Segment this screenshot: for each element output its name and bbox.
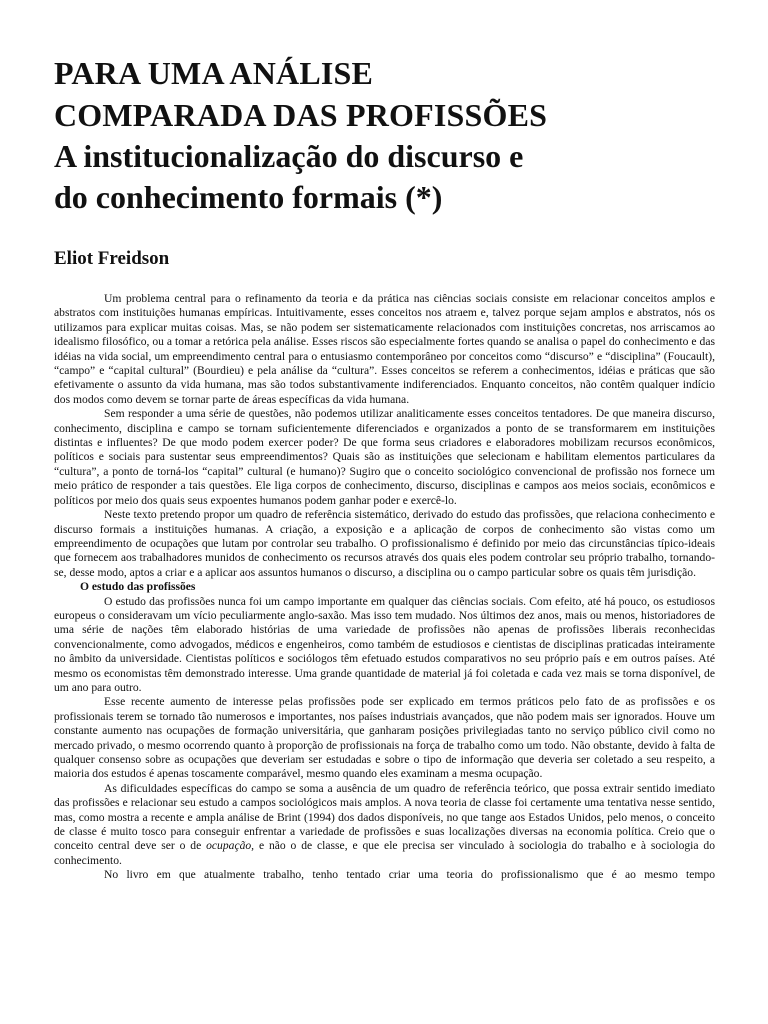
body-paragraph-3: Neste texto pretendo propor um quadro de referência sistemático, derivado do estudo das profissões, que relaciona conhecimento e discurso formais a instituições humanas. A criação, a exposição e a aplicação de corpos de conhecimento são vistas como um empreendimento de ocupações que lutam por controlar seu trabalho. O profissionalismo é definido por meio das circunstâncias típico-ideais que fornecem aos trabalhadores munidos de conhecimento os recursos através dos quais eles podem controlar seu próprio trabalho, tornando-se, desse modo, aptos a criar e a aplicar aos assuntos humanos o discurso, a disciplina ou o campo particular sobre os quais têm jurisdição.: [54, 508, 715, 579]
paragraph-6-text-end: e não o de classe, e que ele precisa ser vinculado à sociologia do trabalho e à sociologia do conhecimento.: [54, 839, 715, 867]
section-heading: O estudo das profissões: [80, 580, 196, 594]
body-paragraph-6: [54, 782, 715, 868]
emphasis-ocupacao: ocupação,: [206, 839, 255, 853]
title-line-1: PARA UMA ANÁLISE: [54, 55, 374, 91]
body-paragraph-7: No livro em que atualmente trabalho, tenho tentado criar uma teoria do profissionalismo que é ao mesmo tempo: [104, 868, 715, 882]
body-paragraph-2: Sem responder a uma série de questões, não podemos utilizar analiticamente esses conceitos tentadores. De que maneira discurso, conhecimento, disciplina e campo se tornam suficientemente diferenciados e organizados a ponto de se transformarem em instituições distintas e influentes? De que modo podem exercer poder? De que forma seus criadores e elaboradores mobilizam recursos econômicos, políticos e sociais para sustentar seus empreendimentos? Quais são as instituições que selecionam e habilitam elementos particulares da “cultura”, a ponto de torná-los “capital” cultural (e humano)? Sugiro que o conceito sociológico convencional de profissão nos fornece um meio prático de responder a tais questões. Ele liga corpos de conhecimento, discurso, disciplinas e campos aos meios sociais, econômicos e políticos por meio dos quais seus expoentes humanos podem ganhar poder e exercê-lo.: [54, 407, 715, 507]
paragraph-6-text-start: As dificuldades específicas do campo se soma a ausência de um quadro de referência teórico, que possa extrair sentido imediato das profissões e relacionar seu estudo a campos sociológicos mais amplos. A nova teoria de classe foi certamente uma tentativa nesse sentido, mas, como mostra a recente e ampla análise de Brint (1994) dos dados disponíveis, no que tange aos Estados Unidos, pelo menos, o conceito de classe é muito tosco para conseguir enfrentar a variedade de profissões e suas localizações diversas na economia política. Creio que o conceito central deve ser o de: [54, 781, 715, 853]
body-paragraph-4: O estudo das profissões nunca foi um campo importante em qualquer das ciências sociais. Com efeito, até há pouco, os estudiosos europeus o consideravam um vício peculiarmente anglo-saxão. Mas isso tem mudado. Nos últimos dez anos, mais ou menos, historiadores de uma série de nações têm elaborado histórias de uma variedade de profissões não apenas de profissões liberais reconhecidas convencionalmente, como advogados, médicos e engenheiros, como também de estudiosos e cientistas de disciplinas praticadas inteiramente no âmbito da universidade. Cientistas políticos e sociólogos têm efetuado estudos comparativos no seu próprio país e em outros países. Até mesmo os economistas têm demonstrado interesse. Uma grande quantidade de material já foi coletada e cada vez mais se torna disponível, de um ano para outro.: [54, 594, 715, 694]
subtitle-line-2: do conhecimento formais (*): [54, 179, 443, 215]
author-name: Eliot Freidson: [54, 248, 170, 269]
body-paragraph-1: Um problema central para o refinamento da teoria e da prática nas ciências sociais consiste em relacionar conceitos amplos e abstratos com instituições humanas empíricas. Intuitivamente, esses conceitos nos atraem e, talvez porque sejam amplos e abstratos, nós os utilizamos para explicar muitas coisas. Mas, se não podem ser sistematicamente relacionados com instituições concretas, nos arriscamos ao idealismo filosófico, ou a tomar a retórica pela análise. Esses riscos são especialmente fortes quando se analisa o papel do conhecimento e das idéias na vida social, um empreendimento central para o entusiasmo contemporâneo por conceitos como “discurso” e “disciplina” (Foucault), “campo” e “capital cultural” (Bourdieu) e pela análise da “cultura”. Esses conceitos se referem a conhecimentos, idéias e práticas que são efetivamente o assunto da vida humana, mas são todos substantivamente indiferenciados. Enquanto conceitos, não contêm qualquer indício dos modos como devem se tornar parte de áreas específicas da vida humana.: [54, 292, 715, 406]
body-paragraph-5: Esse recente aumento de interesse pelas profissões pode ser explicado em termos práticos pelo fato de as profissões e os profissionais terem se tornado tão numerosos e importantes, nos países industriais avançados, que não podem mais ser ignorados. Houve um constante aumento nas ocupações de formação universitária, que ganharam posições privilegiadas tanto no serviço público civil como no mercado privado, o mesmo ocorrendo quanto à proporção de profissionais na força de trabalho como um todo. Não obstante, devido à falta de qualquer consenso sobre as ocupações que deveriam ser estudadas e sobre o tipo de informação que deveria ser coletado a seu respeito, a maioria dos estudos é apenas toscamente comparável, mesmo quando eles examinam a mesma ocupação.: [54, 695, 715, 781]
subtitle-line-1: A institucionalização do discurso e: [54, 138, 524, 174]
document-body: [54, 292, 715, 883]
title-line-2: COMPARADA DAS PROFISSÕES: [54, 97, 548, 133]
